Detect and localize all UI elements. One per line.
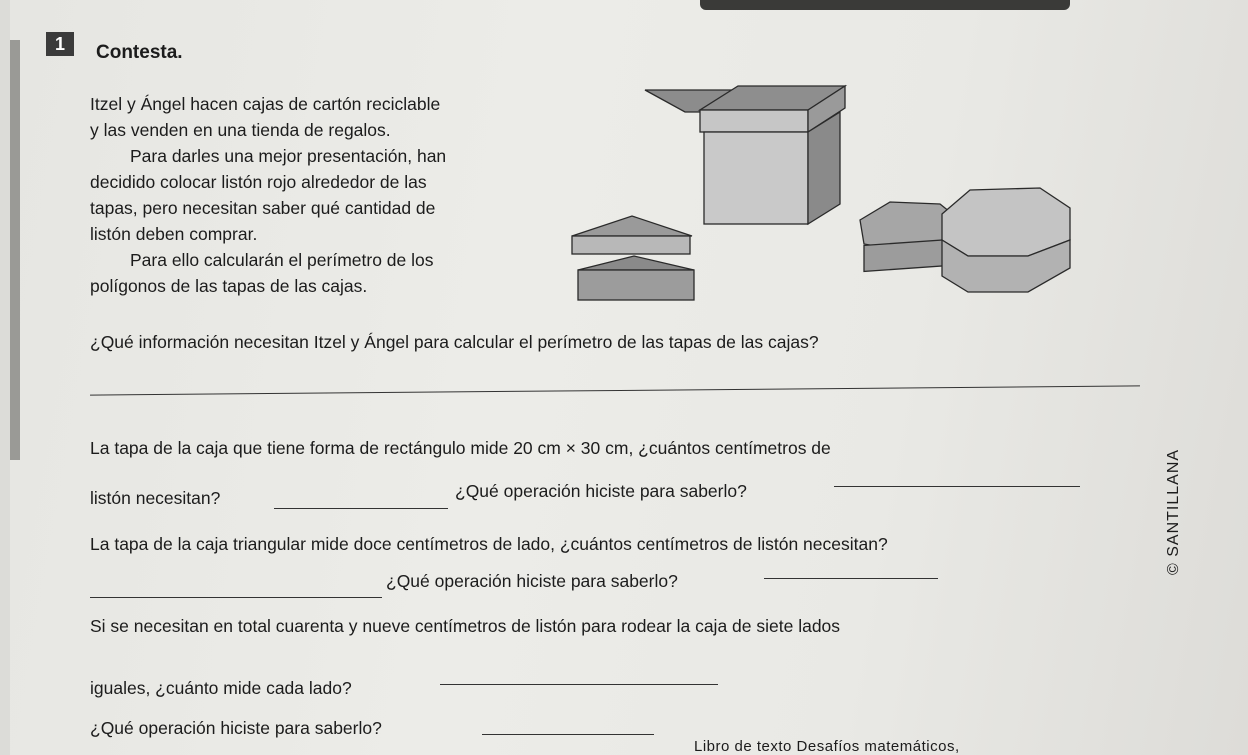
question-rectangle-cont: listón necesitan?: [90, 488, 221, 508]
answer-line-information[interactable]: [90, 385, 1140, 395]
triangular-box-illustration: [572, 216, 694, 300]
answer-line-heptagon[interactable]: [440, 684, 718, 685]
operation-question-triangle: ¿Qué operación hiciste para saberlo?: [386, 571, 678, 591]
question-rectangle: La tapa de la caja que tiene forma de rectángulo mide 20 cm × 30 cm, ¿cuántos centímetros de: [90, 438, 831, 458]
exercise-number-badge: 1: [46, 32, 74, 56]
answer-line-triangle-operation[interactable]: [764, 578, 938, 579]
answer-line-rectangle[interactable]: [274, 508, 448, 509]
top-edge: [700, 0, 1070, 10]
intro-line: Para darles una mejor presentación, han: [130, 146, 447, 166]
copyright-side-text: © SANTILLANA: [1165, 448, 1182, 575]
intro-line: Para ello calcularán el perímetro de los: [130, 250, 434, 270]
heptagon-box-illustration: [860, 188, 1070, 292]
answer-line-rectangle-operation[interactable]: [834, 486, 1080, 487]
worksheet-page: [10, 0, 1248, 755]
question-heptagon: Si se necesitan en total cuarenta y nueve centímetros de listón para rodear la caja de siete lados: [90, 616, 841, 636]
intro-line: listón deben comprar.: [90, 224, 258, 244]
boxes-illustration: [570, 80, 1110, 310]
left-edge: [10, 40, 20, 460]
exercise-title: Contesta.: [96, 42, 183, 63]
question-information: ¿Qué información necesitan Itzel y Ángel para calcular el perímetro de las tapas de las cajas?: [90, 332, 819, 352]
intro-line: decidido colocar listón rojo alrededor de las: [90, 172, 427, 192]
question-triangle: La tapa de la caja triangular mide doce centímetros de lado, ¿cuántos centímetros de listón necesitan?: [90, 534, 888, 554]
operation-question-rectangle: ¿Qué operación hiciste para saberlo?: [455, 481, 747, 501]
footer-text: Libro de texto Desafíos matemáticos,: [694, 738, 960, 755]
intro-line: y las venden en una tienda de regalos.: [90, 120, 391, 140]
answer-line-heptagon-operation[interactable]: [482, 734, 654, 735]
intro-line: Itzel y Ángel hacen cajas de cartón reciclable: [90, 94, 441, 114]
intro-line: tapas, pero necesitan saber qué cantidad de: [90, 198, 436, 218]
square-box-illustration: [645, 86, 845, 224]
intro-line: polígonos de las tapas de las cajas.: [90, 276, 368, 296]
question-heptagon-cont: iguales, ¿cuánto mide cada lado?: [90, 678, 352, 698]
answer-line-triangle[interactable]: [90, 597, 382, 598]
operation-question-heptagon: ¿Qué operación hiciste para saberlo?: [90, 718, 382, 738]
